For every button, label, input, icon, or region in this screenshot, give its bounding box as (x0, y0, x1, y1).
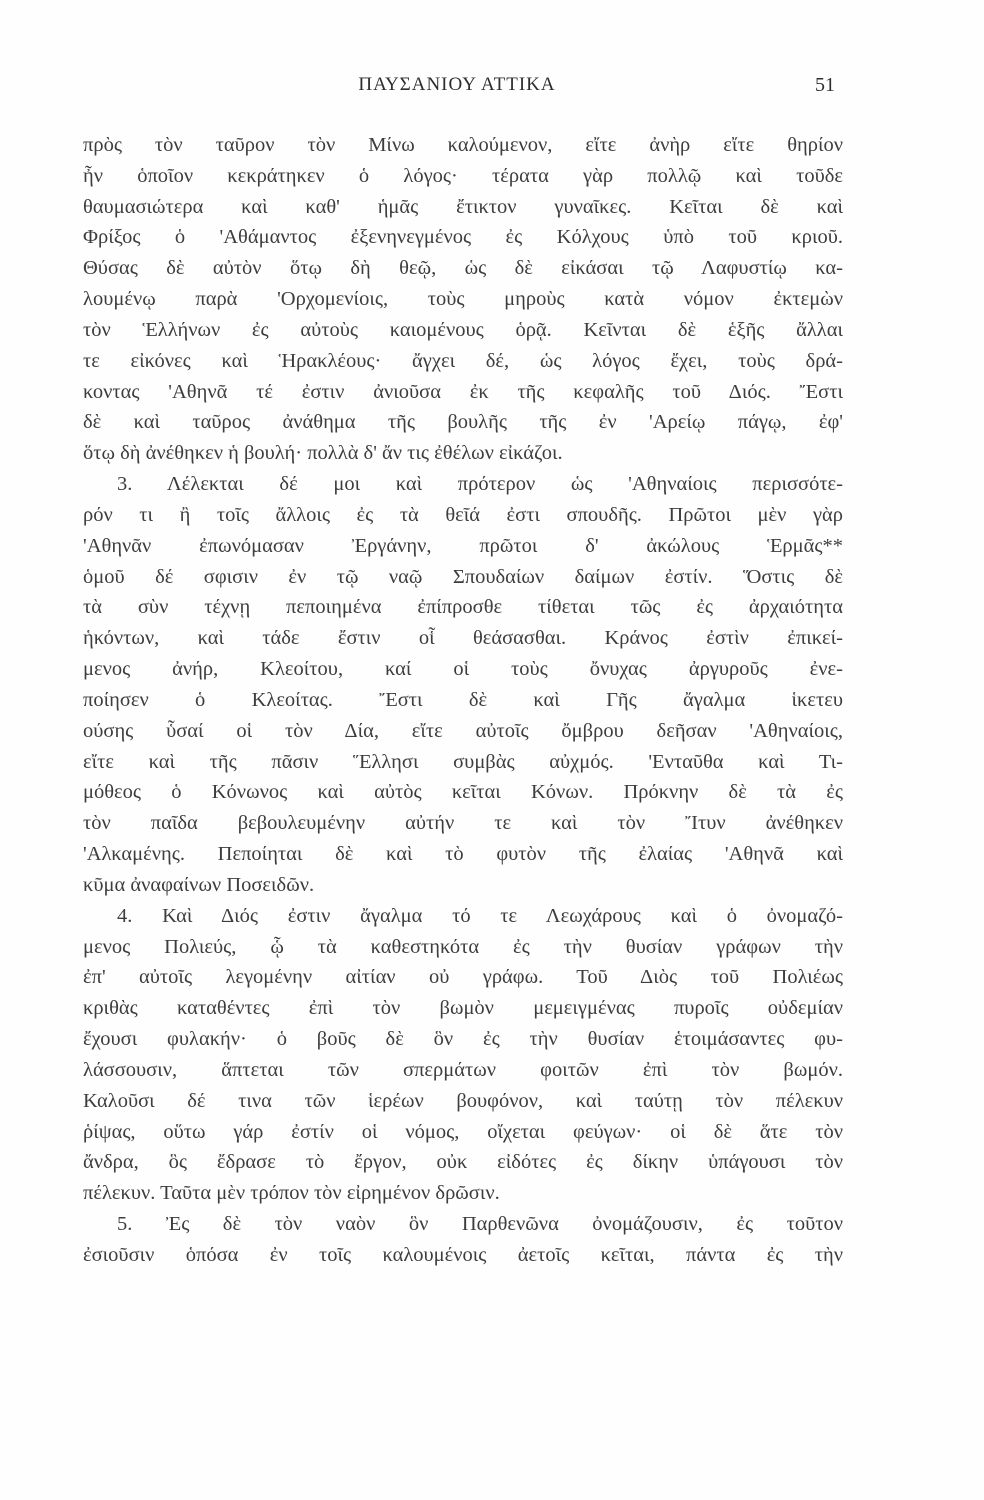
text-line: ποίησεν ὁ Κλεοίτας. Ἔστι δὲ καὶ Γῆς ἄγαλμα ἱκετευ (83, 688, 843, 711)
text-line: πέλεκυν. Ταῦτα μὲν τρόπον τὸν εἰρημένον δρῶσιν. (83, 1182, 500, 1205)
text-line: μενος ἀνήρ, Κλεοίτου, καί οἱ τοὺς ὄνυχας ἀργυροῦς ἐνε- (83, 658, 843, 681)
text-line: τὰ σὺν τέχνῃ πεποιημένα ἐπίπροσθε τίθεται τῶς ἐς ἀρχαιότητα (83, 596, 843, 619)
text-line: ἡκόντων, καὶ τάδε ἔστιν οἷ θεάσασθαι. Κράνος ἐστὶν ἐπικεί- (83, 627, 843, 650)
text-line: μόθεος ὁ Κόνωνος καὶ αὐτὸς κεῖται Κόνων. Πρόκνην δὲ τὰ ἐς (83, 781, 843, 804)
text-line: τε εἰκόνες καὶ Ἡρακλέους· ἄγχει δέ, ὡς λόγος ἔχει, τοὺς δρά- (83, 349, 843, 372)
text-line: λάσσουσιν, ἅπτεται τῶν σπερμάτων φοιτῶν ἐπὶ τὸν βωμόν. (83, 1058, 843, 1081)
text-line: ἔχουσι φυλακήν· ὁ βοῦς δὲ ὃν ἐς τὴν θυσίαν ἑτοιμάσαντες φυ- (83, 1028, 843, 1051)
text-line: ούσης ὗσαί οἱ τὸν Δία, εἴτε αὐτοῖς ὄμβρου δεῆσαν 'Αθηναίοις, (83, 719, 843, 742)
text-line: κριθὰς καταθέντες ἐπὶ τὸν βωμὸν μεμειγμένας πυροῖς οὐδεμίαν (83, 997, 843, 1020)
text-line: κῦμα ἀναφαίνων Ποσειδῶν. (83, 873, 315, 896)
text-line: τὸν Ἑλλήνων ἐς αὐτοὺς καιομένους ὁρᾷ. Κεῖνται δὲ ἑξῆς ἄλλαι (83, 318, 843, 341)
text-line: Φρίξος ὁ 'Αθάμαντος ἐξενηνεγμένος ἐς Κόλχους ὑπὸ τοῦ κριοῦ. (83, 226, 843, 249)
text-line: λουμένῳ παρὰ 'Ορχομενίοις, τοὺς μηροὺς κατὰ νόμον ἐκτεμὼν (83, 288, 843, 311)
text-line: εἴτε καὶ τῆς πᾶσιν Ἕλλησι συμβὰς αὐχμός. 'Ενταῦθα καὶ Τι- (83, 750, 843, 773)
text-line: ὅτῳ δὴ ἀνέθηκεν ἡ βουλή· πολλὰ δ' ἄν τις ἐθέλων εἰκάζοι. (83, 442, 563, 465)
text-line: κοντας 'Αθηνᾶ τέ ἐστιν ἀνιοῦσα ἐκ τῆς κεφαλῆς τοῦ Διός. Ἔστι (83, 380, 843, 403)
running-title: ΠΑΥΣΑΝΙΟΥ ΑΤΤΙΚΑ (358, 74, 556, 95)
text-line: Καλοῦσι δέ τινα τῶν ἱερέων βουφόνον, καὶ ταύτῃ τὸν πέλεκυν (83, 1089, 843, 1112)
text-line: ῥίψας, οὕτω γάρ ἐστίν οἱ νόμος, οἴχεται φεύγων· οἱ δὲ ἅτε τὸν (83, 1120, 843, 1143)
text-line: ἐσιοῦσιν ὁπόσα ἐν τοῖς καλουμένοις ἀετοῖς κεῖται, πάντα ἐς τὴν (83, 1243, 843, 1266)
text-line: 'Αθηνᾶν ἐπωνόμασαν Ἐργάνην, πρῶτοι δ' ἀκώλους Ἑρμᾶς** (83, 534, 843, 557)
running-header (79, 74, 835, 104)
text-line: Θύσας δὲ αὐτὸν ὅτῳ δὴ θεῷ, ὡς δὲ εἰκάσαι τῷ Λαφυστίῳ κα- (83, 257, 843, 280)
text-line: ρόν τι ἢ τοῖς ἄλλοις ἐς τὰ θεῖά ἐστι σπουδῆς. Πρῶτοι μὲν γὰρ (83, 503, 843, 526)
text-line: μενος Πολιεύς, ᾧ τὰ καθεστηκότα ἐς τὴν θυσίαν γράφων τὴν (83, 935, 843, 958)
text-line: δὲ καὶ ταῦρος ἀνάθημα τῆς βουλῆς τῆς ἐν 'Αρείῳ πάγῳ, ἐφ' (83, 411, 843, 434)
section-4-start: 4. Καὶ Διός ἐστιν ἄγαλμα τό τε Λεωχάρους καὶ ὁ ὀνομαζό- (117, 904, 843, 927)
section-5-start: 5. Ἐς δὲ τὸν ναὸν ὃν Παρθενῶνα ὀνομάζουσιν, ἐς τοῦτον (117, 1212, 843, 1235)
page-number: 51 (815, 74, 835, 96)
text-line: ἐπ' αὐτοῖς λεγομένην αἰτίαν οὐ γράφω. Τοῦ Διὸς τοῦ Πολιέως (83, 966, 843, 989)
text-line: θαυμασιώτερα καὶ καθ' ἡμᾶς ἔτικτον γυναῖκες. Κεῖται δὲ καὶ (83, 195, 843, 218)
text-line: ὁμοῦ δέ σφισιν ἐν τῷ ναῷ Σπουδαίων δαίμων ἐστίν. Ὅστις δὲ (83, 565, 843, 588)
text-line: 'Αλκαμένης. Πεποίηται δὲ καὶ τὸ φυτὸν τῆς ἐλαίας 'Αθηνᾶ καὶ (83, 843, 843, 866)
body-text (83, 130, 843, 1271)
text-line: ἦν ὁποῖον κεκράτηκεν ὁ λόγος· τέρατα γὰρ πολλῷ καὶ τοῦδε (83, 164, 843, 187)
text-line: πρὸς τὸν ταῦρον τὸν Μίνω καλούμενον, εἴτε ἀνὴρ εἴτε θηρίον (83, 134, 843, 156)
text-line: ἄνδρα, ὃς ἔδρασε τὸ ἔργον, οὐκ εἰδότες ἐς δίκην ὑπάγουσι τὸν (83, 1151, 843, 1174)
section-3-start: 3. Λέλεκται δέ μοι καὶ πρότερον ὡς 'Αθηναίοις περισσότε- (117, 473, 843, 496)
text-line: τὸν παῖδα βεβουλευμένην αὐτήν τε καὶ τὸν Ἴτυν ἀνέθηκεν (83, 812, 843, 835)
